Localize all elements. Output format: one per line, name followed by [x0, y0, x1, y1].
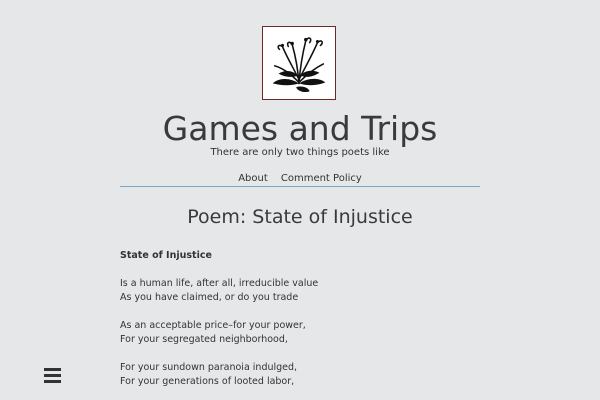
site-tagline: There are only two things poets like — [210, 147, 390, 158]
hamburger-menu-icon[interactable] — [44, 368, 62, 384]
post-title: Poem: State of Injustice — [187, 206, 413, 228]
poem-line: For your generations of looted labor, — [120, 376, 295, 387]
site-title[interactable]: Games and Trips — [162, 109, 438, 148]
main-navigation — [120, 166, 480, 187]
poem-line: As you have claimed, or do you trade — [120, 292, 299, 303]
poem-stanza — [120, 319, 480, 347]
poem-line: For your sundown paranoia indulged, — [120, 362, 298, 373]
poem-line: For your segregated neighborhood, — [120, 334, 288, 345]
nav-item-comment-policy[interactable]: Comment Policy — [280, 173, 362, 184]
poem-stanza — [120, 277, 480, 305]
site-logo[interactable] — [262, 26, 336, 100]
nav-item-about[interactable]: About — [238, 173, 268, 184]
post-content — [120, 249, 480, 400]
poem-line: As an acceptable price–for your power, — [120, 320, 306, 331]
poem-stanza — [120, 361, 480, 389]
plant-illustration-icon — [263, 27, 335, 99]
poem-line: Is a human life, after all, irreducible value — [120, 278, 319, 289]
poem-heading: State of Injustice — [120, 250, 212, 261]
